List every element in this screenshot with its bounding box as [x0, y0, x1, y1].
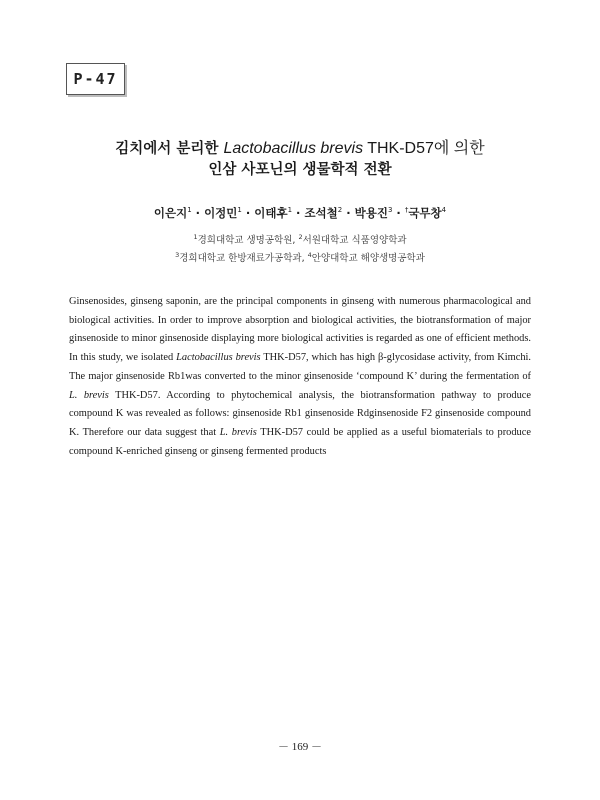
author: 이은지$^1$ [153, 206, 192, 220]
title-line-2: 인삼 사포닌의 생물학적 전환 [208, 162, 392, 178]
dagger-mark: † [404, 206, 409, 215]
affiliation-line-2: $^3$경희대학교 한방재료가공학과, $^4$안양대학교 해양생명공학과 [175, 251, 425, 265]
author-separator: · [241, 206, 255, 220]
paper-title [60, 138, 540, 181]
author-separator: · [342, 206, 355, 220]
author: 조석철$^2$ [304, 206, 343, 220]
author: 박용진$^3$ [354, 206, 393, 220]
abstract-body: Ginsenosides, ginseng saponin, are the principal components in ginseng with numerous pharmacological and biological activities. In order to improve absorption and biological activities, the biotransformation of major ginsenoside to minor ginsenoside displaying more biological activities is regarded as one of efficient methods. In this study, we isolated Lactobacillus brevis THK-D57, which has high β-glycosidase activity, from Kimchi. The major ginsenoside Rb1was converted to the minor ginsenoside ‘compound K’ during the fermentation of L. brevis THK-D57. According to phytochemical analysis, the biotransformation pathway to produce compound K was revealed as follows: ginsenoside Rb1 ginsenoside Rdginsenoside F2 ginsenoside compound K. Therefore our data suggest that L. brevis THK-D57 could be applied as a useful biomaterials to produce compound K-enriched ginseng or ginseng fermented products [69, 296, 532, 457]
page-number: － 169 － [278, 741, 322, 753]
author-separator: · [191, 206, 205, 220]
author: 이정민$^1$ [204, 206, 242, 220]
title-line1-pre: 김치에서 분리한 [115, 141, 224, 157]
affiliation-line-1: $^1$경희대학교 생명공학원, $^2$서원대학교 식품영양학과 [193, 233, 407, 247]
affiliations [60, 230, 540, 266]
author-list [60, 205, 540, 221]
title-line1-post: THK-D57에 의한 [363, 140, 485, 157]
species-name: Lactobacillus brevis [176, 352, 261, 364]
corresponding-author: †국무창$^4$ [404, 206, 447, 220]
title-species: Lactobacillus brevis [223, 140, 364, 157]
author: 이태후$^1$ [254, 206, 293, 220]
title-line-1 [60, 138, 540, 160]
species-name: L. brevis [69, 389, 109, 401]
author-separator: · [292, 206, 305, 220]
poster-code: P-47 [66, 63, 125, 95]
author-separator: · [392, 206, 405, 220]
species-name: L. brevis [219, 426, 257, 438]
